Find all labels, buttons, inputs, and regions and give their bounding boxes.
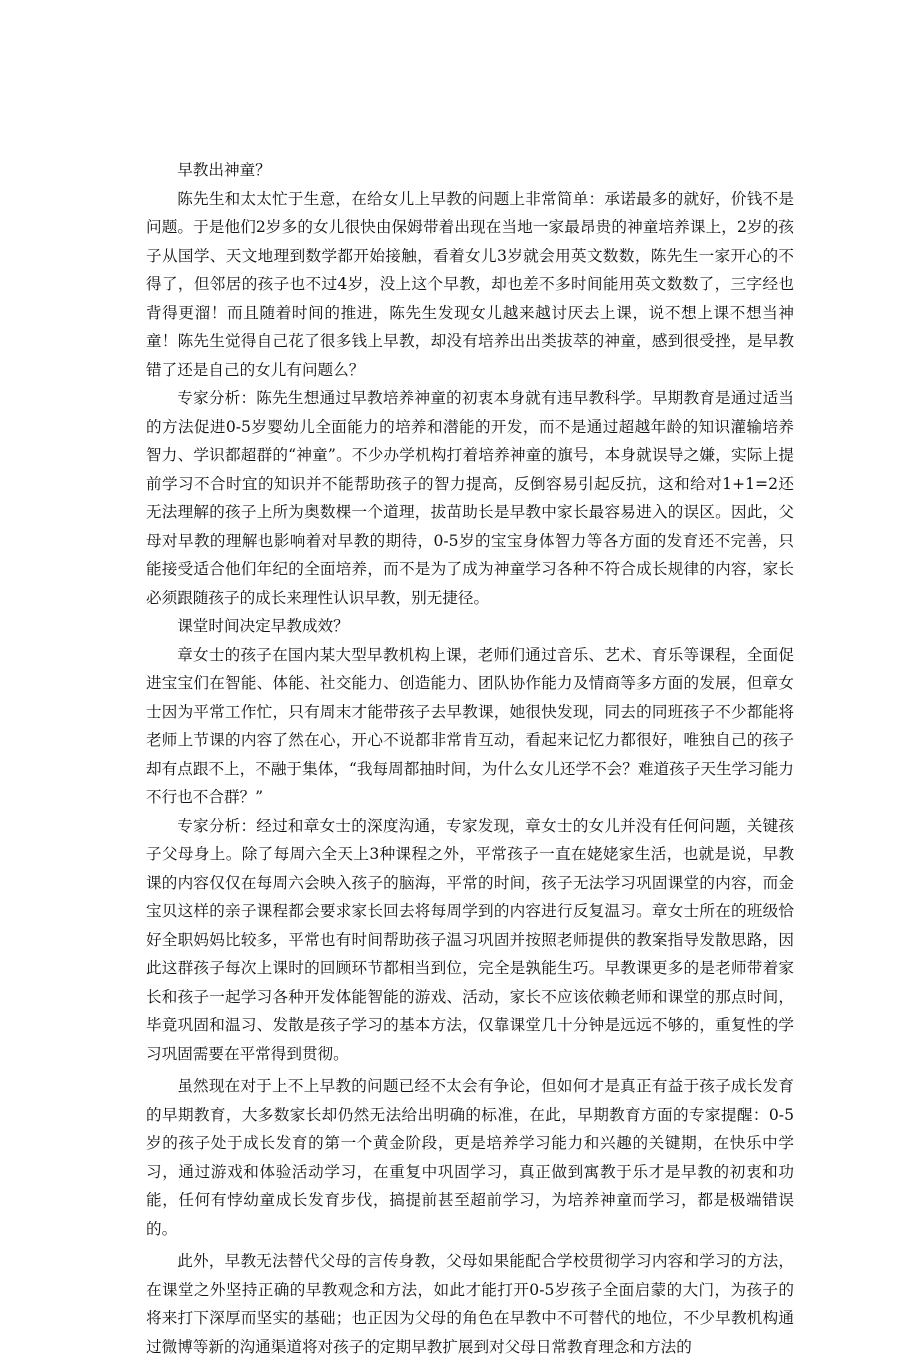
paragraph-summary: 虽然现在对于上不上早教的问题已经不太会有争论，但如何才是真正有益于孩子成长发育的早期教育，大多数家长却仍然无法给出明确的标准，在此，早期教育方面的专家提醒：0-5岁的孩子处于成长发育的第一个黄金阶段，更是培养学习能力和兴趣的关键期，在快乐中学习，通过游戏和体验活动学习，在重复中巩固学习，真正做到寓教于乐才是早教的初衷和功能，任何有悖幼童成长发育步伐，搞提前甚至超前学习，为培养神童而学习，都是极端错误的。 xyxy=(146,1077,794,1238)
article-body xyxy=(146,156,794,1361)
paragraph-analysis-2: 专家分析：经过和章女士的深度沟通，专家发现，章女士的女儿并没有任何问题，关键孩子父母身上。除了每周六全天上3种课程之外，平常孩子一直在姥姥家生活，也就是说，早教课的内容仅仅在每周六会映入孩子的脑海，平常的时间，孩子无法学习巩固课堂的内容，而金宝贝这样的亲子课程都会要求家长回去将每周学到的内容进行反复温习。章女士所在的班级恰好全职妈妈比较多，平常也有时间帮助孩子温习巩固并按照老师提供的教案指导发散思路，因此这群孩子每次上课时的回顾环节都相当到位，完全是孰能生巧。早教课更多的是老师带着家长和孩子一起学习各种开发体能智能的游戏、活动，家长不应该依赖老师和课堂的那点时间，毕竟巩固和温习、发散是孩子学习的基本方法，仅靠课堂几十分钟是远远不够的，重复性的学习巩固需要在平常得到贯彻。 xyxy=(146,816,794,1063)
paragraph-analysis-1: 专家分析：陈先生想通过早教培养神童的初衷本身就有违早教科学。早期教育是通过适当的方法促进0-5岁婴幼儿全面能力的培养和潜能的开发，而不是通过超越年龄的知识灌输培养智力、学识都超群的“神童”。不少办学机构打着培养神童的旗号，本身就误导之嫌，实际上提前学习不合时宜的知识并不能帮助孩子的智力提高，反倒容易引起反抗，这和给对1+1=2还无法理解的孩子上所为奥数棵一个道理，拔苗助长是早教中家长最容易进入的误区。因此，父母对早教的理解也影响着对早教的期待，0-5岁的宝宝身体智力等各方面的发育还不完善，只能接受适合他们年纪的全面培养，而不是为了成为神童学习各种不符合成长规律的内容，家长必须跟随孩子的成长来理性认识早教，别无捷径。 xyxy=(146,389,794,607)
section-heading-2: 课堂时间决定早教成效？ xyxy=(177,617,349,635)
paragraph-case-2: 章女士的孩子在国内某大型早教机构上课，老师们通过音乐、艺术、育乐等课程，全面促进宝宝们在智能、体能、社交能力、创造能力、团队协作能力及情商等多方面的发展，但章女士因为平常工作忙，只有周末才能带孩子去早教课，她很快发现，同去的同班孩子不少都能将老师上节课的内容了然在心，开心不说都非常肯互动，看起来记忆力都很好，唯独自己的孩子却有点跟不上，不融于集体，“我每周都抽时间，为什么女儿还学不会？难道孩子天生学习能力不行也不合群？” xyxy=(146,645,794,806)
paragraph-case-1: 陈先生和太太忙于生意，在给女儿上早教的问题上非常简单：承诺最多的就好，价钱不是问题。于是他们2岁多的女儿很快由保姆带着出现在当地一家最昂贵的神童培养课上，2岁的孩子从国学、天文地理到数学都开始接触，看着女儿3岁就会用英文数数，陈先生一家开心的不得了，但邻居的孩子也不过4岁，没上这个早教，却也差不多时间能用英文数数了，三字经也背得更溜！而且随着时间的推进，陈先生发现女儿越来越讨厌去上课，说不想上课不想当神童！陈先生觉得自己花了很多钱上早教，却没有培养出出类拔萃的神童，感到很受挫，是早教错了还是自己的女儿有问题么？ xyxy=(146,189,794,379)
section-heading-1: 早教出神童？ xyxy=(177,161,271,179)
paragraph-conclusion: 此外，早教无法替代父母的言传身教，父母如果能配合学校贯彻学习内容和学习的方法，在课堂之外坚持正确的早教观念和方法，如此才能打开0-5岁孩子全面启蒙的大门，为孩子的将来打下深厚而坚实的基础；也正因为父母的角色在早教中不可替代的地位，不少早教机构通过微博等新的沟通渠道将对孩子的定期早教扩展到对父母日常教育理念和方法的 xyxy=(146,1252,794,1356)
